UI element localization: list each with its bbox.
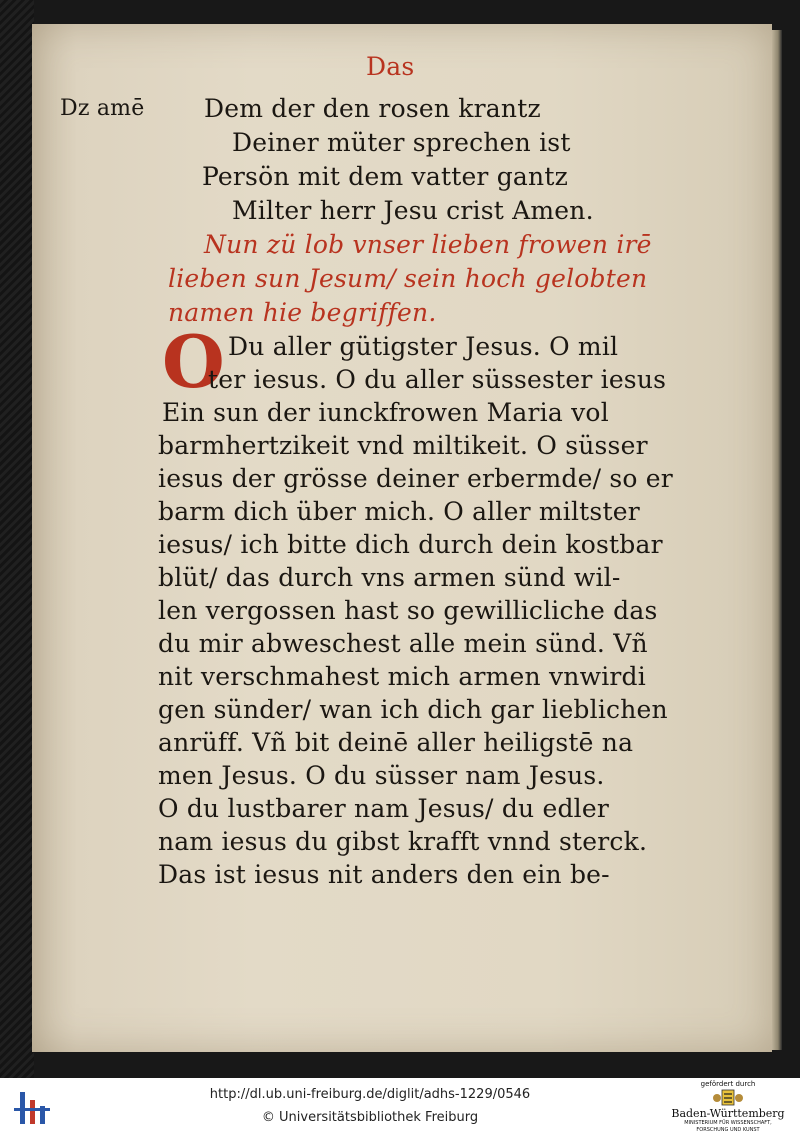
rubric-line: lieben sun Jesum/ sein hoch gelobten [168, 264, 648, 293]
margin-note: Dz amē [60, 96, 145, 121]
text-line: Persön mit dem vatter gantz [202, 162, 568, 191]
sponsor-ministry: MINISTERIUM FÜR WISSENSCHAFT, FORSCHUNG UND KUNST [684, 1120, 772, 1133]
text-line: anrüff. Vñ bit deinē aller heiligstē na [158, 728, 634, 757]
text-line: Deiner müter sprechen ist [232, 128, 571, 157]
permalink-url[interactable]: http://dl.ub.uni-freiburg.de/diglit/adhs-1229/0546 [209, 1087, 531, 1102]
text-line: Milter herr Jesu crist Amen. [232, 196, 594, 225]
coat-of-arms-icon [711, 1089, 745, 1107]
copyright-notice: © Universitätsbibliothek Freiburg [261, 1110, 479, 1125]
book-binding [0, 0, 34, 1078]
page-text [32, 24, 772, 1052]
text-line: iesus der grösse deiner erbermde/ so er [158, 464, 673, 493]
text-line: nam iesus du gibst krafft vnnd sterck. [158, 827, 648, 856]
page-header: Das [366, 52, 415, 81]
text-line: men Jesus. O du süsser nam Jesus. [158, 761, 605, 790]
page-edge [772, 30, 782, 1050]
book-page [32, 24, 772, 1052]
text-line: iesus/ ich bitte dich durch dein kostbar [158, 530, 663, 559]
ub-freiburg-logo-icon [12, 1088, 52, 1128]
text-line: len vergossen hast so gewillicliche das [158, 596, 658, 625]
rubric-line: namen hie begriffen. [168, 298, 437, 327]
text-line: blüt/ das durch vns armen sünd wil- [158, 563, 621, 592]
text-line: Ein sun der iunckfrowen Maria vol [162, 398, 609, 427]
footer-bar [0, 1078, 800, 1135]
rubric-line: Nun zü lob vnser lieben frowen irē [204, 230, 652, 259]
decorated-initial: O [162, 319, 225, 404]
text-line: ter iesus. O du aller süssester iesus [208, 365, 667, 394]
text-line: Du aller gütigster Jesus. O mil [228, 332, 619, 361]
sponsor-badge [668, 1080, 788, 1134]
text-line: O du lustbarer nam Jesus/ du edler [158, 794, 610, 823]
text-line: du mir abweschest alle mein sünd. Vñ [158, 629, 648, 658]
text-line: barm dich über mich. O aller miltster [158, 497, 640, 526]
sponsor-caption: gefördert durch [700, 1080, 756, 1088]
sponsor-name: Baden-Württemberg [671, 1107, 785, 1120]
text-line: Das ist iesus nit anders den ein be- [158, 860, 610, 889]
text-line: gen sünder/ wan ich dich gar lieblichen [158, 695, 668, 724]
text-line: nit verschmahest mich armen vnwirdi [158, 662, 646, 691]
text-line: Dem der den rosen krantz [204, 94, 541, 123]
text-line: barmhertzikeit vnd miltikeit. O süsser [158, 431, 648, 460]
